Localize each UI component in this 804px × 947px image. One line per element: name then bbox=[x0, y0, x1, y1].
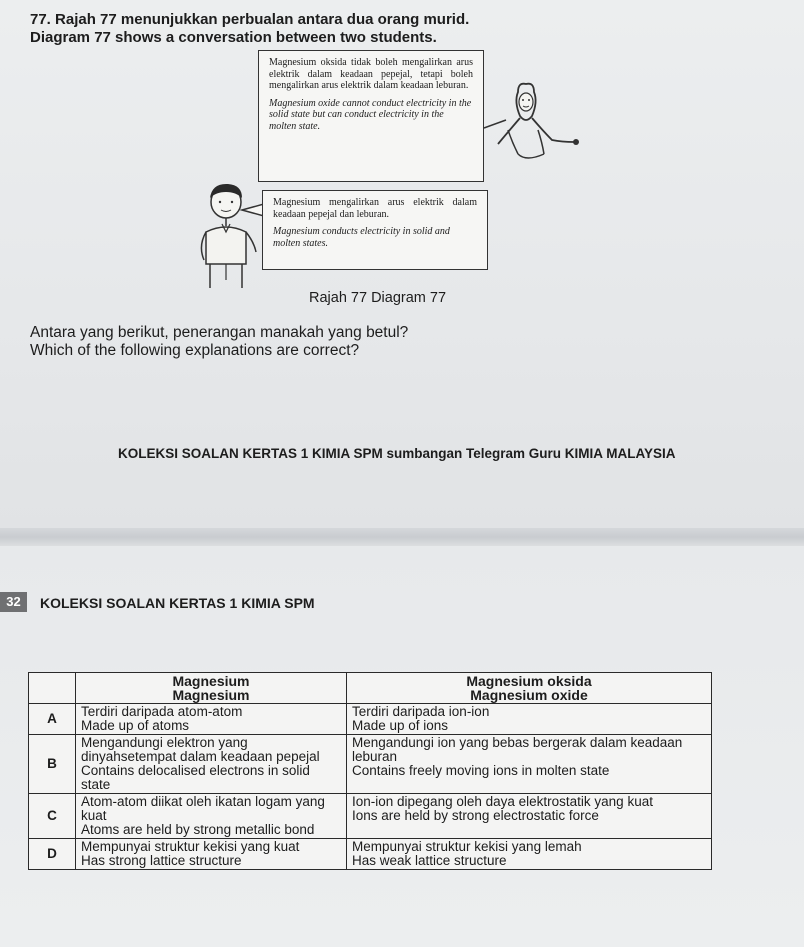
cell-malay: Mempunyai struktur kekisi yang lemah bbox=[352, 839, 582, 854]
options-table bbox=[28, 672, 712, 870]
table-row bbox=[29, 794, 712, 839]
option-letter: B bbox=[29, 735, 76, 794]
cell-malay: Terdiri daripada atom-atom bbox=[81, 704, 243, 719]
cell-english: Contains freely moving ions in molten state bbox=[352, 763, 610, 778]
page-number: 32 bbox=[0, 592, 27, 612]
prompt-malay: Antara yang berikut, penerangan manakah yang betul? bbox=[30, 324, 409, 341]
speech-bubble-bottom bbox=[262, 190, 488, 270]
option-letter: A bbox=[29, 704, 76, 735]
bubble-bottom-malay: Magnesium mengalirkan arus elektrik dalam keadaan pepejal dan leburan. bbox=[273, 197, 477, 220]
footer-banner: KOLEKSI SOALAN KERTAS 1 KIMIA SPM sumbangan Telegram Guru KIMIA MALAYSIA bbox=[118, 446, 676, 461]
magnesium-cell bbox=[76, 735, 347, 794]
page-fold bbox=[0, 528, 804, 546]
cell-english: Made up of ions bbox=[352, 718, 449, 733]
option-letter: D bbox=[29, 839, 76, 870]
oxide-cell bbox=[347, 794, 712, 839]
oxide-cell bbox=[347, 735, 712, 794]
cell-english: Ions are held by strong electrostatic force bbox=[352, 808, 599, 823]
cell-malay: Mempunyai struktur kekisi yang kuat bbox=[81, 839, 300, 854]
bubble-pointer bbox=[240, 200, 264, 220]
table-row bbox=[29, 839, 712, 870]
oxide-cell bbox=[347, 704, 712, 735]
table-row bbox=[29, 704, 712, 735]
cell-malay: Mengandungi elektron yang dinyahsetempat dalam keadaan pepejal bbox=[81, 735, 320, 764]
table-header-blank bbox=[29, 673, 76, 704]
diagram-caption: Rajah 77 Diagram 77 bbox=[309, 290, 447, 306]
header-magnesium-english: Magnesium bbox=[172, 687, 250, 703]
magnesium-cell bbox=[76, 704, 347, 735]
speech-bubble-top bbox=[258, 50, 484, 182]
header-oxide-english: Magnesium oxide bbox=[470, 687, 588, 703]
table-header-row bbox=[29, 673, 712, 704]
table-header-magnesium-oxide bbox=[347, 673, 712, 704]
page-header: KOLEKSI SOALAN KERTAS 1 KIMIA SPM bbox=[40, 595, 315, 611]
cell-english: Made up of atoms bbox=[81, 718, 190, 733]
bubble-top-malay: Magnesium oksida tidak boleh mengalirkan arus elektrik dalam keadaan pepejal, tetapi boleh mengalirkan arus elektrik dalam keadaan leburan. bbox=[269, 57, 473, 91]
cell-english: Contains delocalised electrons in solid state bbox=[81, 763, 310, 792]
option-letter: C bbox=[29, 794, 76, 839]
boy-student-figure bbox=[196, 180, 266, 292]
table-header-magnesium bbox=[76, 673, 347, 704]
header-magnesium-malay: Magnesium bbox=[172, 673, 250, 689]
oxide-cell bbox=[347, 839, 712, 870]
bubble-bottom-english: Magnesium conducts electricity in solid and molten states. bbox=[273, 226, 450, 249]
question-text-english: Diagram 77 shows a conversation between two students. bbox=[30, 29, 437, 46]
cell-english: Atoms are held by strong metallic bond bbox=[81, 822, 315, 837]
cell-malay: Ion-ion dipegang oleh daya elektrostatik yang kuat bbox=[352, 794, 653, 809]
cell-english: Has weak lattice structure bbox=[352, 853, 507, 868]
table-row bbox=[29, 735, 712, 794]
cell-malay: Terdiri daripada ion-ion bbox=[352, 704, 490, 719]
cell-malay: Atom-atom diikat oleh ikatan logam yang kuat bbox=[81, 794, 325, 823]
cell-malay: Mengandungi ion yang bebas bergerak dalam keadaan leburan bbox=[352, 735, 683, 764]
header-oxide-malay: Magnesium oksida bbox=[466, 673, 592, 689]
magnesium-cell bbox=[76, 794, 347, 839]
prompt-english: Which of the following explanations are correct? bbox=[30, 342, 360, 359]
bubble-top-english: Magnesium oxide cannot conduct electricity in the solid state but can conduct electricity in the molten state. bbox=[269, 97, 472, 132]
magnesium-cell bbox=[76, 839, 347, 870]
girl-student-figure bbox=[478, 82, 598, 192]
question-text-malay: 77. Rajah 77 menunjukkan perbualan antara dua orang murid. bbox=[30, 11, 470, 28]
cell-english: Has strong lattice structure bbox=[81, 853, 242, 868]
